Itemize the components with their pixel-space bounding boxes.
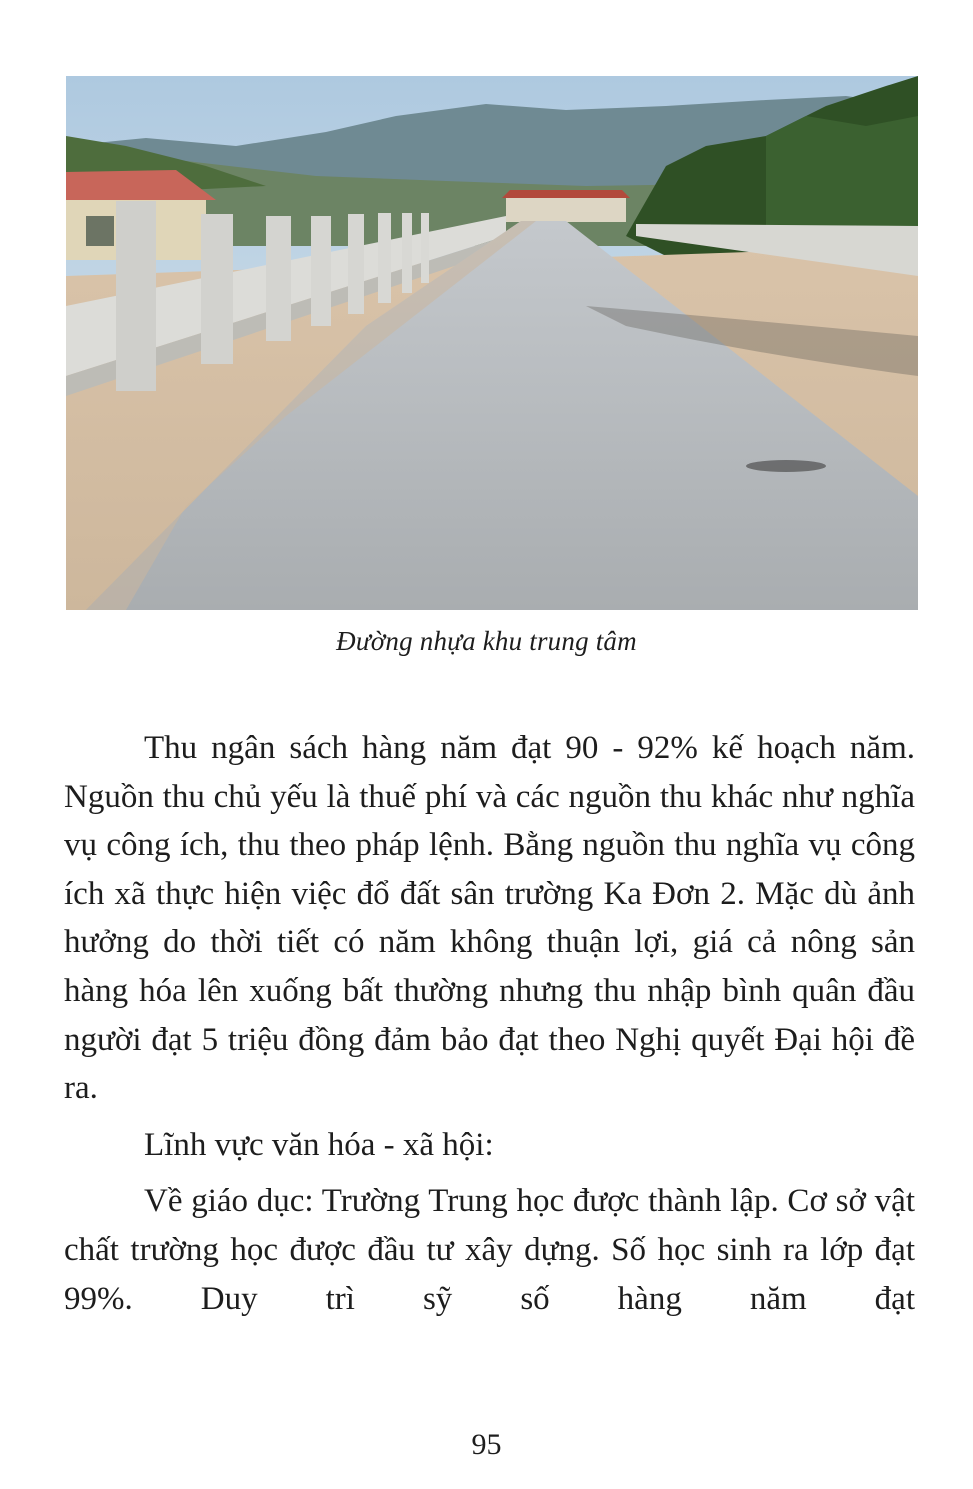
paragraph-heading-culture: Lĩnh vực văn hóa - xã hội:: [144, 1126, 494, 1163]
photo-caption: Đường nhựa khu trung tâm: [336, 626, 637, 656]
body-text: [64, 724, 915, 1323]
road-photo: [66, 76, 918, 610]
paragraph-education: Về giáo dục: Trường Trung học được thành lập. Cơ sở vật chất trường học được đầu tư xây dựng. Số học sinh ra lớp đạt 99%. Duy trì sỹ số hàng năm đạt: [64, 1183, 915, 1317]
paragraph-budget: Thu ngân sách hàng năm đạt 90 - 92% kế hoạch năm. Nguồn thu chủ yếu là thuế phí và các nguồn thu khác như nghĩa vụ công ích, thu theo pháp lệnh. Bằng nguồn thu nghĩa vụ công ích xã thực hiện việc đổ đất sân trường Ka Đơn 2. Mặc dù ảnh hưởng do thời tiết có năm không thuận lợi, giá cả nông sản hàng hóa lên xuống bất thường nhưng thu nhập bình quân đầu người đạt 5 triệu đồng đảm bảo đạt theo Nghị quyết Đại hội đề ra.: [64, 730, 915, 1107]
road-photo-icon: [66, 76, 918, 610]
page-number: 95: [471, 1428, 502, 1461]
